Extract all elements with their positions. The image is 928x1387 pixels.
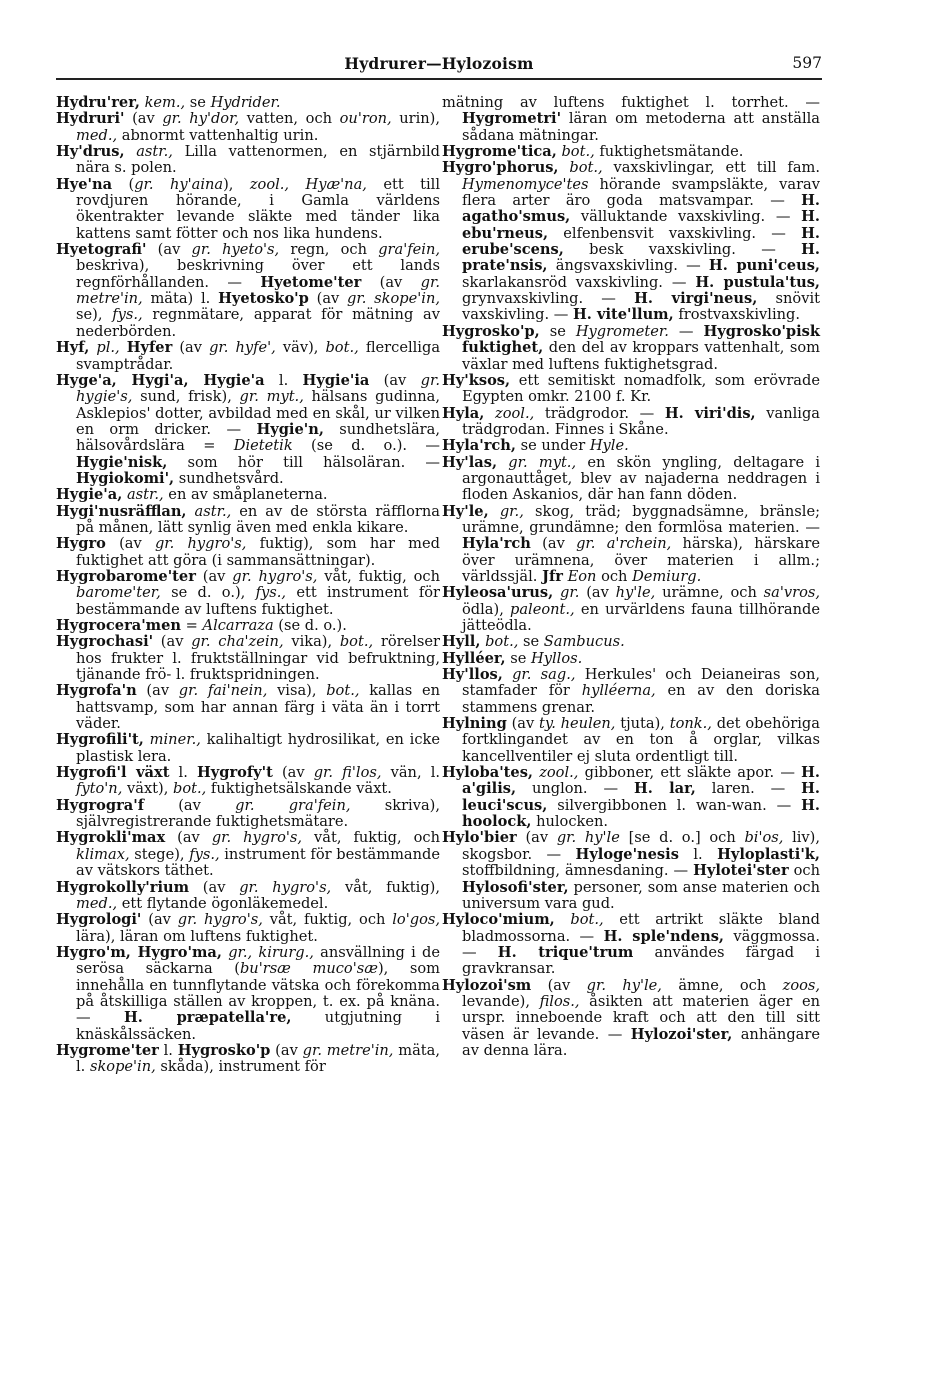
dictionary-entry: Hygrochasi' (av gr. cha'zein, vika), bot., rörelser hos frukter l. fruktställningar vid befruktning, tjänande frö- l. fruktspridningen. [56,633,440,684]
dictionary-entry: Hygrofa'n (av gr. fai'nein, visa), bot., kallas en hattsvamp, som har annan färg i väta än i torrt väder. [56,682,440,733]
dictionary-entry: Hyf, pl., Hyfer (av gr. hyfe', väv), bot., flercelliga svamptrådar. [56,339,441,373]
dictionary-entry: Hygrogra'f (av gr. gra'fein, skriva), självregistrerande fuktighetsmätare. [56,796,440,831]
dictionary-entry: Hygrome'ter l. Hygrosko'p (av gr. metre'in, mäta, l. skope'in, skåda), instrument för [56,1041,440,1076]
dictionary-entry: Hyge'a, Hygi'a, Hygie'a l. Hygie'ia (av gr. hygie's, sund, frisk), gr. myt., hälsans gudinna, Asklepios' dotter, avbildad med en skål, ur vilken en orm dricker. — Hygie'n, sundhetslära, hälsovårdslära = Dietetik (se d. o.). — Hygie'nisk, som hör till hälsoläran. — Hygiokomi', sundhetsvård. [56,371,440,487]
dictionary-entry: Hye'na (gr. hy'aina), zool., Hyæ'na, ett till rovdjuren hörande, i Gamla världens ökentrakter levande släkte med tänder lika kattens samt fötter och nos lika hundens. [56,175,440,242]
page-number: 597 [792,54,822,72]
dictionary-entry: Hylléer, se Hyllos. [442,649,583,667]
page-header [56,52,822,76]
dictionary-entry: Hyleosa'urus, gr. (av hy'le, urämne, och sa'vros, ödla), paleont., en urvärldens fauna tillhörande jätteödla. [442,584,821,634]
dictionary-entry: Hygro'phorus, bot., vaxskivlingar, ett till fam. Hymenomyce'tes hörande svampsläkte, varav flera arter äro goda matsvampar. — H. agatho'smus, välluktande vaxskivling. — H. ebu'rneus, elfenbensvit vaxskivling. — H. erube'scens, besk vaxskivling. — H. prate'nsis, ängsvaxskivling. — H. puni'ceus, skarlakansröd vaxskivling. — H. pustula'tus, grynvaxskivling. — H. virgi'neus, snövit vaxskivling. — H. vite'llum, frostvaxskivling. [442,159,821,324]
dictionary-entry: Hylo'bier (av gr. hy'le [se d. o.] och bi'os, liv), skogsbor. — Hyloge'nesis l. Hyloplasti'k, stoffbildning, ämnesdaning. — Hylotei'ster och Hylosofi'ster, personer, som anse materien och universum vara gud. [442,829,821,912]
dictionary-entry: Hy'le, gr., skog, träd; byggnadsämne, bränsle; urämne, grundämne; den formlösa materien. — Hyla'rch (av gr. a'rchein, härska), härskare över urämnena, över materien i allm.; världssjäl. Jfr Eon och Demiurg. [442,502,821,585]
dictionary-entry: mätning av luftens fuktighet l. torrhet. — Hygrometri' läran om metoderna att anställa sådana mätningar. [442,94,820,144]
dictionary-entry: Hyloco'mium, bot., ett artrikt släkte bland bladmossorna. — H. sple'ndens, väggmossa. — H. trique'trum användes färgad i gravkransar. [442,911,820,978]
dictionary-entry: Hygrome'tica, bot., fuktighetsmätande. [442,143,744,161]
dictionary-entry: Hygrocera'men = Alcarraza (se d. o.). [56,617,347,634]
dictionary-entry: Hyla'rch, se under Hyle. [442,437,629,455]
dictionary-entry: Hy'ksos, ett semitiskt nomadfolk, som erövrade Egypten omkr. 2100 f. Kr. [442,371,820,406]
dictionary-entry: Hy'drus, astr., Lilla vattenormen, en stjärnbild nära s. polen. [56,143,440,177]
dictionary-entry: Hygie'a, astr., en av småplaneterna. [56,486,328,504]
dictionary-entry: Hygi'nusräfflan, astr., en av de största räfflorna på månen, lätt synlig även med enkla kikare. [56,502,440,536]
running-head: Hydrurer—Hylozoism [344,54,534,73]
dictionary-entry: Hygrofi'l växt l. Hygrofy't (av gr. fi'los, vän, l. fyto'n, växt), bot., fuktighetsälskande växt. [56,764,440,798]
left-column [56,95,440,1076]
dictionary-entry: Hygrokolly'rium (av gr. hygro's, våt, fuktig), med., ett flytande ögonläkemedel. [56,878,440,912]
dictionary-entry: Hyloba'tes, zool., gibboner, ett släkte apor. — H. a'gilis, unglon. — H. lar, laren. — H. leuci'scus, silvergibbonen l. wan-wan. — H. hoolock, hulocken. [442,764,820,831]
right-column [442,95,820,1059]
dictionary-entry: Hydruri' (av gr. hy'dor, vatten, och ou'ron, urin), med., abnormt vattenhaltig urin. [56,110,441,144]
dictionary-entry: Hylning (av ty. heulen, tjuta), tonk., det obehöriga fortklingandet av en ton å orglar, vilkas kancellventiler ej sluta ordentligt till. [442,715,820,765]
dictionary-entry: Hy'las, gr. myt., en skön yngling, deltagare i argonauttåget, blev av najaderna neddragen i floden Askanios, där han fann döden. [442,453,821,504]
dictionary-entry: Hygrosko'p, se Hygrometer. — Hygrosko'pisk fuktighet, den del av kroppars vattenhalt, som växlar med luftens fuktighetsgrad. [442,322,820,373]
dictionary-entry: Hylozoi'sm (av gr. hy'le, ämne, och zoos, levande), filos., åsikten att materien äger en urspr. inneboende kraft och att den till sitt väsen är levande. — Hylozoi'ster, anhängare av denna lära. [442,976,821,1059]
dictionary-entry: Hyetografi' (av gr. hyeto's, regn, och gra'fein, beskriva), beskrivning över ett lands regnförhållanden. — Hyetome'ter (av gr. metre'in, mäta) l. Hyetosko'p (av gr. skope'in, se), fys., regnmätare, apparat för mätning av nederbörden. [56,241,440,340]
dictionary-entry: Hygro'm, Hygro'ma, gr., kirurg., ansvällning i de serösa säckarna (bu'rsæ muco'sæ), som innehålla en tunnflytande vätska och förekomma på åtskilliga ställen av kroppen, t. ex. på knäna. — H. præpatella're, utgjutning i knäskålssäcken. [56,943,441,1043]
header-rule [56,78,822,80]
dictionary-entry: Hygrofili't, miner., kalihaltigt hydrosilikat, en icke plastisk lera. [56,731,440,765]
dictionary-entry: Hy'llos, gr. sag., Herkules' och Deianeiras son, stamfader för hylléerna, en av den doriska stammens grenar. [442,666,820,716]
dictionary-entry: Hygrobarome'ter (av gr. hygro's, våt, fuktig, och barome'ter, se d. o.), fys., ett instrument för bestämmande av luftens fuktighet. [56,567,441,618]
dictionary-entry: Hygrokli'max (av gr. hygro's, våt, fuktig, och klimax, stege), fys., instrument för bestämmande av vätskors täthet. [56,829,441,880]
dictionary-entry: Hyla, zool., trädgrodor. — H. viri'dis, vanliga trädgrodan. Finnes i Skåne. [442,404,820,438]
dictionary-entry: Hyll, bot., se Sambucus. [442,633,625,651]
dictionary-entry: Hygrologi' (av gr. hygro's, våt, fuktig, och lo'gos, lära), läran om luftens fuktighet. [56,911,440,945]
dictionary-entry: Hygro (av gr. hygro's, fuktig), som har med fuktighet att göra (i sammansättningar). [56,535,440,569]
dictionary-entry: Hydru'rer, kem., se Hydrider. [56,94,281,111]
